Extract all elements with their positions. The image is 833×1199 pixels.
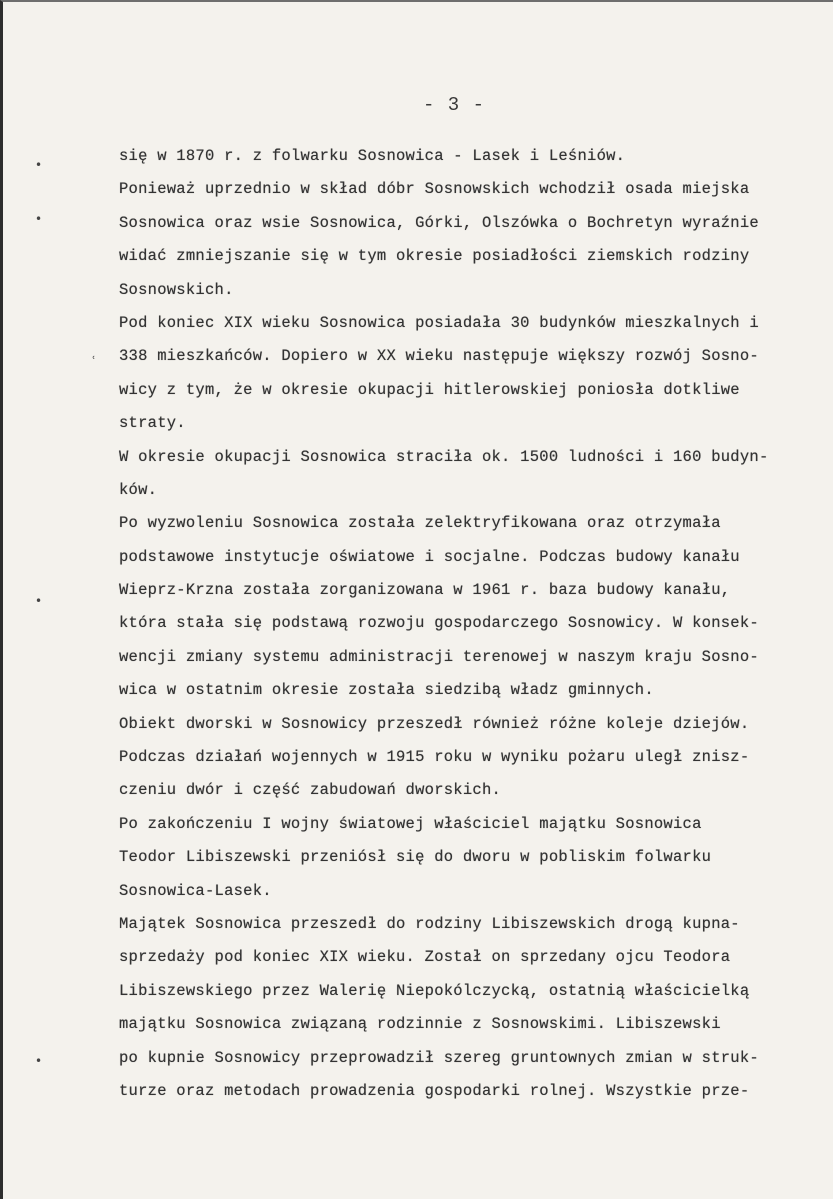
- text-line: Libiszewskiego przez Walerię Niepokólczycką, ostatnią właścicielką: [119, 981, 750, 1000]
- text-line: 338 mieszkańców. Dopiero w XX wieku następuje większy rozwój Sosno-: [119, 347, 759, 366]
- text-line: Teodor Libiszewski przeniósł się do dworu w pobliskim folwarku: [119, 848, 712, 867]
- text-line: Majątek Sosnowica przeszedł do rodziny Libiszewskich drogą kupna-: [119, 914, 740, 933]
- text-line: wencji zmiany systemu administracji terenowej w naszym kraju Sosno-: [119, 647, 759, 666]
- text-line: się w 1870 r. z folwarku Sosnowica - Lasek i Leśniów.: [119, 147, 626, 165]
- text-line: Sosnowica-Lasek.: [119, 881, 272, 900]
- text-line: ków.: [119, 480, 158, 499]
- text-line: po kupnie Sosnowicy przeprowadził szereg gruntownych zmian w struk-: [119, 1048, 759, 1067]
- text-line: Pod koniec XIX wieku Sosnowica posiadała 30 budynków mieszkalnych i: [119, 313, 759, 332]
- text-line: Sosnowica oraz wsie Sosnowica, Górki, Olszówka o Bochretyn wyraźnie: [119, 213, 759, 232]
- text-line: która stała się podstawą rozwoju gospodarczego Sosnowicy. W konsek-: [119, 614, 759, 633]
- text-line: wicy z tym, że w okresie okupacji hitlerowskiej poniosła dotkliwe: [119, 380, 740, 399]
- text-line: Po wyzwoleniu Sosnowica została zelektryfikowana oraz otrzymała: [119, 514, 721, 533]
- text-line: Ponieważ uprzednio w skład dóbr Sosnowskich wchodził osada miejska: [119, 180, 750, 199]
- margin-mark: •: [35, 212, 43, 226]
- page-number: - 3 -: [423, 94, 486, 116]
- margin-mark: ʿ: [92, 354, 96, 368]
- text-line: majątku Sosnowica związaną rodzinnie z Sosnowskimi. Libiszewski: [119, 1015, 721, 1034]
- margin-mark: •: [35, 158, 43, 172]
- text-line: Sosnowskich.: [119, 280, 234, 299]
- text-line: Po zakończeniu I wojny światowej właściciel majątku Sosnowica: [119, 814, 702, 833]
- text-line: Obiekt dworski w Sosnowicy przeszedł również różne koleje dziejów.: [119, 714, 750, 733]
- text-line: sprzedaży pod koniec XIX wieku. Został on sprzedany ojcu Teodora: [119, 948, 731, 967]
- text-line: podstawowe instytucje oświatowe i socjalne. Podczas budowy kanału: [119, 547, 740, 566]
- text-line: W okresie okupacji Sosnowica straciła ok. 1500 ludności i 160 budyn-: [119, 447, 769, 466]
- margin-mark: •: [35, 594, 43, 608]
- margin-mark: •: [35, 1054, 43, 1068]
- typed-text-body: [119, 140, 819, 1108]
- text-line: czeniu dwór i część zabudowań dworskich.: [119, 781, 502, 800]
- text-line: widać zmniejszanie się w tym okresie posiadłości ziemskich rodziny: [119, 247, 750, 266]
- text-line: Podczas działań wojennych w 1915 roku w wyniku pożaru uległ znisz-: [119, 748, 750, 767]
- text-line: wica w ostatnim okresie została siedzibą władz gminnych.: [119, 681, 654, 700]
- text-line: Wieprz-Krzna została zorganizowana w 1961 r. baza budowy kanału,: [119, 581, 731, 600]
- text-line: straty.: [119, 414, 186, 433]
- text-line: turze oraz metodach prowadzenia gospodarki rolnej. Wszystkie prze-: [119, 1081, 750, 1100]
